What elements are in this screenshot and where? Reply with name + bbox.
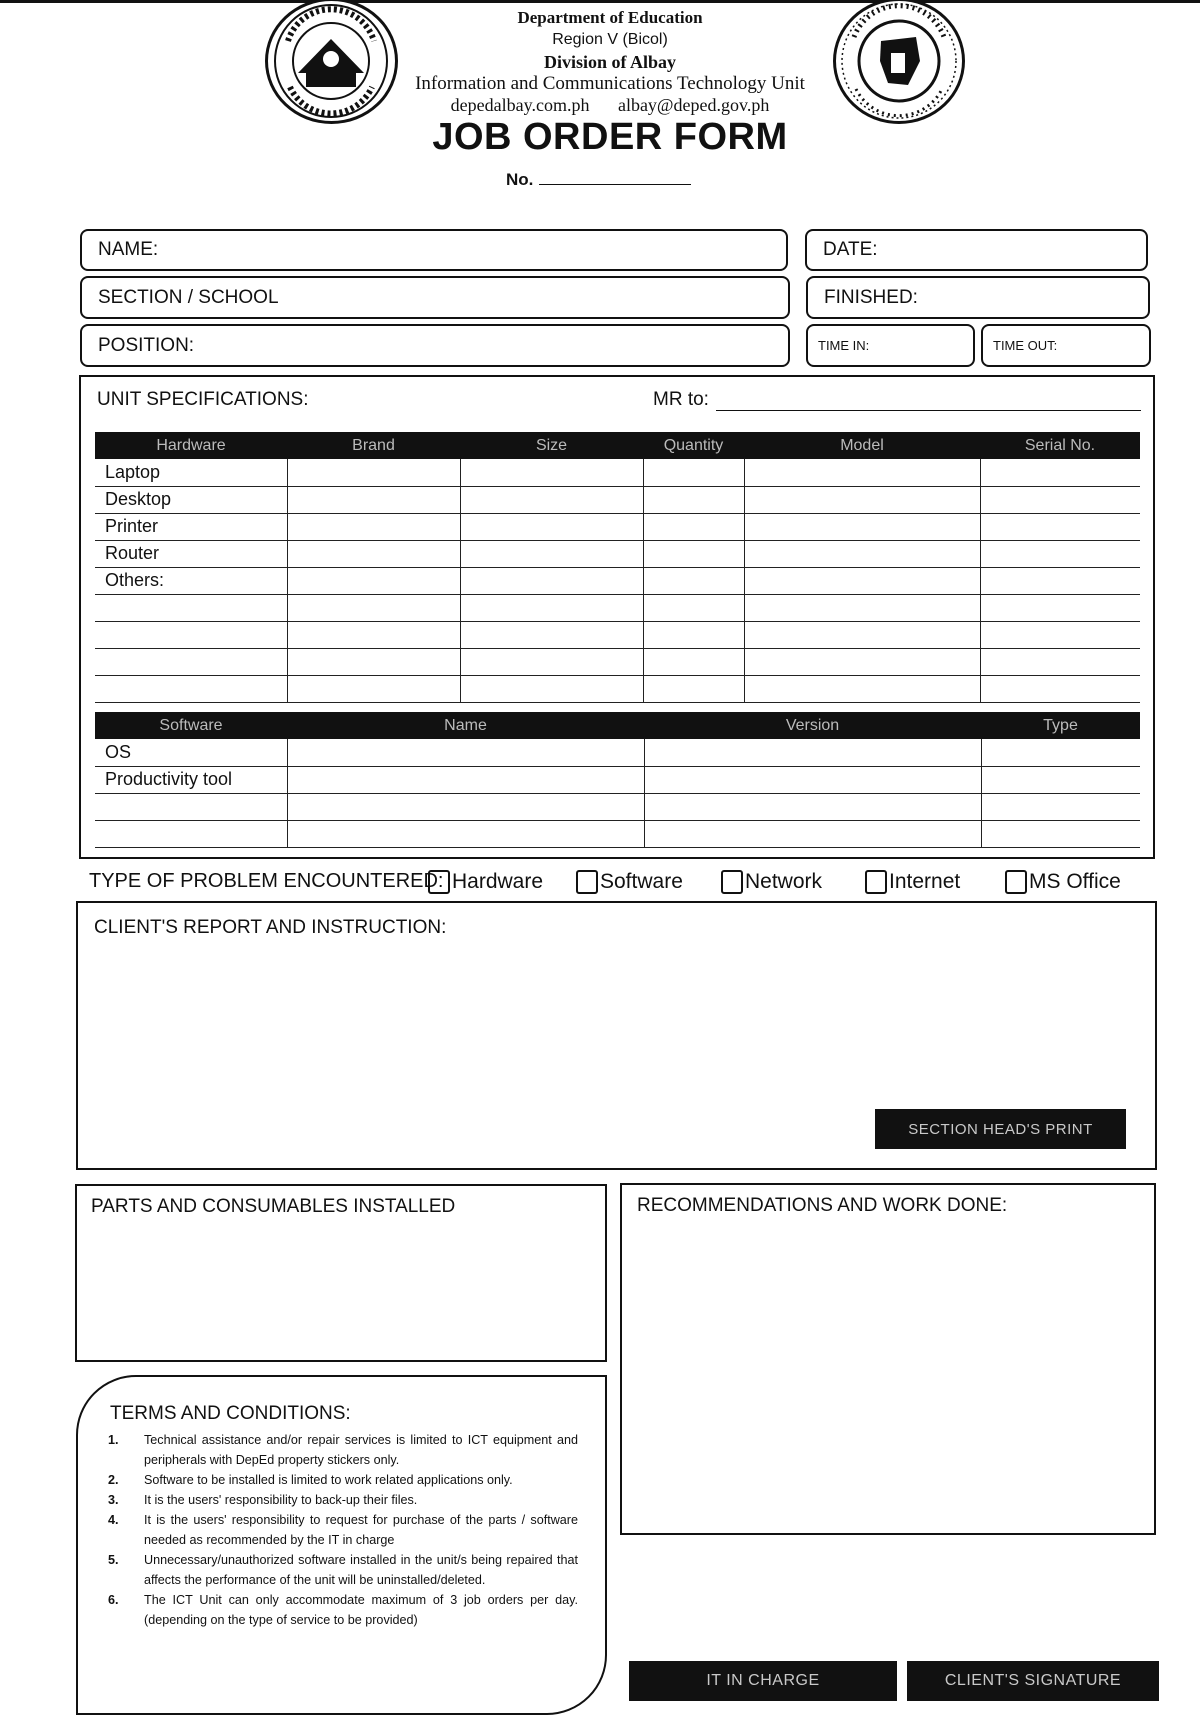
contact-line (380, 95, 840, 116)
finished-field[interactable] (806, 276, 1150, 319)
checkbox-internet[interactable] (865, 870, 960, 894)
software-entry-cell[interactable] (644, 820, 981, 847)
hardware-column-header: Brand (287, 432, 460, 459)
software-table-header (95, 712, 1140, 739)
terms-item-text: Unnecessary/unauthorized software installed in the unit/s being repaired that affects the performance of the unit will be uninstalled/deleted. (144, 1553, 578, 1587)
hardware-entry-cell[interactable] (460, 540, 643, 567)
checkbox-label: Software (600, 870, 683, 893)
checkbox-box[interactable] (721, 870, 743, 894)
software-label-cell (95, 793, 287, 820)
terms-item (108, 1430, 578, 1470)
hardware-entry-cell[interactable] (643, 594, 744, 621)
hardware-entry-cell[interactable] (287, 459, 460, 486)
hardware-entry-cell[interactable] (287, 486, 460, 513)
hardware-entry-cell[interactable] (460, 675, 643, 702)
hardware-row (95, 540, 1140, 567)
position-label: POSITION: (98, 334, 195, 356)
terms-item (108, 1550, 578, 1590)
hardware-row (95, 648, 1140, 675)
software-column-header: Version (644, 712, 981, 739)
hardware-entry-cell[interactable] (980, 540, 1140, 567)
parts-section[interactable] (75, 1184, 607, 1362)
terms-item-text: It is the users' responsibility to back-up their files. (144, 1493, 418, 1507)
time-in-field[interactable] (806, 324, 975, 367)
hardware-entry-cell[interactable] (287, 567, 460, 594)
hardware-entry-cell[interactable] (287, 513, 460, 540)
section-school-label: SECTION / SCHOOL (98, 286, 279, 308)
time-out-label: TIME OUT: (993, 338, 1058, 353)
form-number (506, 170, 691, 190)
hardware-row (95, 594, 1140, 621)
software-entry-cell[interactable] (287, 739, 644, 766)
hardware-label-cell: Router (95, 540, 287, 567)
date-label: DATE: (823, 239, 878, 260)
client-report-title: CLIENT'S REPORT AND INSTRUCTION: (94, 917, 447, 938)
hardware-entry-cell[interactable] (643, 486, 744, 513)
hardware-entry-cell[interactable] (460, 513, 643, 540)
hardware-entry-cell[interactable] (460, 648, 643, 675)
software-label-cell: Productivity tool (95, 766, 287, 793)
checkbox-box[interactable] (865, 870, 887, 894)
terms-item (108, 1590, 578, 1630)
hardware-entry-cell[interactable] (460, 486, 643, 513)
hardware-entry-cell[interactable] (643, 621, 744, 648)
hardware-entry-cell[interactable] (460, 594, 643, 621)
name-label: NAME: (98, 239, 159, 260)
form-number-line[interactable] (539, 184, 691, 185)
checkbox-label: MS Office (1029, 870, 1121, 893)
software-row (95, 739, 1140, 766)
hardware-entry-cell[interactable] (744, 540, 980, 567)
terms-item-text: It is the users' responsibility to request for purchase of the parts / software needed as recommended by the IT in charge (144, 1513, 578, 1547)
software-entry-cell[interactable] (644, 793, 981, 820)
software-column-header: Type (981, 712, 1140, 739)
hardware-entry-cell[interactable] (744, 459, 980, 486)
hardware-entry-cell[interactable] (980, 459, 1140, 486)
terms-item-number: 4. (108, 1513, 119, 1527)
hardware-label-cell: Printer (95, 513, 287, 540)
hardware-entry-cell[interactable] (460, 459, 643, 486)
time-out-field[interactable] (981, 324, 1151, 367)
software-label-cell (95, 820, 287, 847)
finished-label: FINISHED: (824, 286, 918, 308)
section-school-field[interactable] (80, 276, 790, 319)
hardware-label-cell (95, 621, 287, 648)
deped-seal-icon (833, 0, 965, 124)
hardware-entry-cell[interactable] (287, 675, 460, 702)
hardware-table-header (95, 432, 1140, 459)
division-seal-icon (265, 0, 398, 124)
hardware-row (95, 675, 1140, 702)
hardware-entry-cell[interactable] (287, 648, 460, 675)
hardware-label-cell (95, 648, 287, 675)
hardware-entry-cell[interactable] (744, 648, 980, 675)
hardware-row (95, 621, 1140, 648)
checkbox-ms-office[interactable] (1005, 870, 1121, 894)
hardware-entry-cell[interactable] (980, 486, 1140, 513)
checkbox-box[interactable] (576, 870, 598, 894)
hardware-column-header: Size (460, 432, 643, 459)
hardware-label-cell (95, 675, 287, 702)
terms-list (108, 1430, 578, 1630)
software-column-header: Name (287, 712, 644, 739)
checkbox-label: Hardware (452, 870, 544, 893)
hardware-row (95, 486, 1140, 513)
software-entry-cell[interactable] (287, 766, 644, 793)
checkbox-hardware[interactable] (428, 870, 543, 894)
software-row (95, 793, 1140, 820)
client-signature: CLIENT'S SIGNATURE (907, 1661, 1159, 1701)
hardware-entry-cell[interactable] (643, 675, 744, 702)
hardware-column-header: Model (744, 432, 980, 459)
hardware-column-header: Hardware (95, 432, 287, 459)
hardware-entry-cell[interactable] (287, 621, 460, 648)
terms-item-number: 1. (108, 1433, 119, 1447)
hardware-entry-cell[interactable] (744, 594, 980, 621)
hardware-entry-cell[interactable] (643, 540, 744, 567)
hardware-label-cell (95, 594, 287, 621)
hardware-label-cell: Desktop (95, 486, 287, 513)
hardware-column-header: Quantity (643, 432, 744, 459)
hardware-entry-cell[interactable] (980, 621, 1140, 648)
hardware-entry-cell[interactable] (643, 459, 744, 486)
hardware-column-header: Serial No. (980, 432, 1140, 459)
problem-type-label: TYPE OF PROBLEM ENCOUNTERED: (89, 870, 444, 892)
website-text: depedalbay.com.ph (450, 95, 590, 115)
software-column-header: Software (95, 712, 287, 739)
recommendations-section[interactable] (620, 1183, 1156, 1535)
hardware-entry-cell[interactable] (980, 567, 1140, 594)
checkbox-box[interactable] (1005, 870, 1027, 894)
section-head-signature-label: SECTION HEAD'S PRINT (875, 1109, 1126, 1149)
form-number-label: No. (506, 170, 534, 189)
checkbox-network[interactable] (721, 870, 822, 894)
software-entry-cell[interactable] (287, 793, 644, 820)
hardware-entry-cell[interactable] (460, 567, 643, 594)
department-name: Department of Education (517, 8, 703, 27)
hardware-table (95, 432, 1140, 703)
software-row (95, 820, 1140, 847)
hardware-row (95, 513, 1140, 540)
terms-item-number: 6. (108, 1593, 119, 1607)
hardware-entry-cell[interactable] (744, 486, 980, 513)
unit-specifications-section (79, 375, 1155, 859)
terms-item (108, 1490, 578, 1510)
software-row (95, 766, 1140, 793)
terms-section (76, 1375, 607, 1715)
software-entry-cell[interactable] (644, 739, 981, 766)
checkbox-label: Internet (889, 870, 961, 893)
hardware-entry-cell[interactable] (980, 513, 1140, 540)
software-label-cell: OS (95, 739, 287, 766)
terms-title: TERMS AND CONDITIONS: (110, 1403, 351, 1424)
software-table (95, 712, 1140, 848)
terms-item (108, 1470, 578, 1490)
terms-item-text: Technical assistance and/or repair services is limited to ICT equipment and peripherals with DepEd property stickers only. (144, 1433, 578, 1467)
hardware-entry-cell[interactable] (744, 567, 980, 594)
region-name: Region V (Bicol) (552, 31, 668, 48)
client-report-section[interactable] (76, 901, 1157, 1170)
division-name: Division of Albay (543, 52, 677, 72)
software-entry-cell[interactable] (981, 820, 1140, 847)
terms-item-text: The ICT Unit can only accommodate maximum of 3 job orders per day. (depending on the type of service to be provided) (144, 1593, 578, 1627)
software-entry-cell[interactable] (981, 793, 1140, 820)
date-field[interactable] (805, 229, 1148, 271)
top-border (0, 0, 1200, 3)
position-field[interactable] (80, 324, 790, 367)
hardware-entry-cell[interactable] (744, 621, 980, 648)
hardware-label-cell: Others: (95, 567, 287, 594)
terms-item-text: Software to be installed is limited to work related applications only. (144, 1473, 513, 1487)
hardware-entry-cell[interactable] (643, 567, 744, 594)
checkbox-label: Network (745, 870, 823, 893)
time-in-label: TIME IN: (818, 338, 870, 353)
hardware-entry-cell[interactable] (643, 648, 744, 675)
hardware-row (95, 459, 1140, 486)
page-title: JOB ORDER FORM (432, 116, 788, 158)
hardware-entry-cell[interactable] (287, 540, 460, 567)
it-in-charge-signature: IT IN CHARGE (629, 1661, 897, 1701)
mr-to-input[interactable] (716, 410, 1141, 411)
hardware-entry-cell[interactable] (643, 513, 744, 540)
name-field[interactable] (80, 229, 788, 271)
hardware-label-cell: Laptop (95, 459, 287, 486)
email-text: albay@deped.gov.ph (617, 95, 770, 115)
terms-item (108, 1510, 578, 1550)
terms-item-number: 5. (108, 1553, 119, 1567)
software-entry-cell[interactable] (981, 739, 1140, 766)
hardware-entry-cell[interactable] (980, 594, 1140, 621)
software-entry-cell[interactable] (981, 766, 1140, 793)
hardware-entry-cell[interactable] (744, 513, 980, 540)
hardware-row (95, 567, 1140, 594)
terms-item-number: 2. (108, 1473, 119, 1487)
unit-name: Information and Communications Technology Unit (415, 73, 805, 94)
hardware-entry-cell[interactable] (287, 594, 460, 621)
mr-to-label: MR to: (653, 389, 709, 410)
hardware-entry-cell[interactable] (744, 675, 980, 702)
hardware-entry-cell[interactable] (980, 675, 1140, 702)
hardware-entry-cell[interactable] (980, 648, 1140, 675)
software-entry-cell[interactable] (644, 766, 981, 793)
checkbox-box[interactable] (428, 870, 450, 894)
unit-specifications-title: UNIT SPECIFICATIONS: (97, 389, 309, 410)
terms-item-number: 3. (108, 1493, 119, 1507)
hardware-entry-cell[interactable] (460, 621, 643, 648)
recommendations-title: RECOMMENDATIONS AND WORK DONE: (637, 1195, 1008, 1216)
checkbox-software[interactable] (576, 870, 683, 894)
software-entry-cell[interactable] (287, 820, 644, 847)
parts-title: PARTS AND CONSUMABLES INSTALLED (91, 1196, 456, 1217)
